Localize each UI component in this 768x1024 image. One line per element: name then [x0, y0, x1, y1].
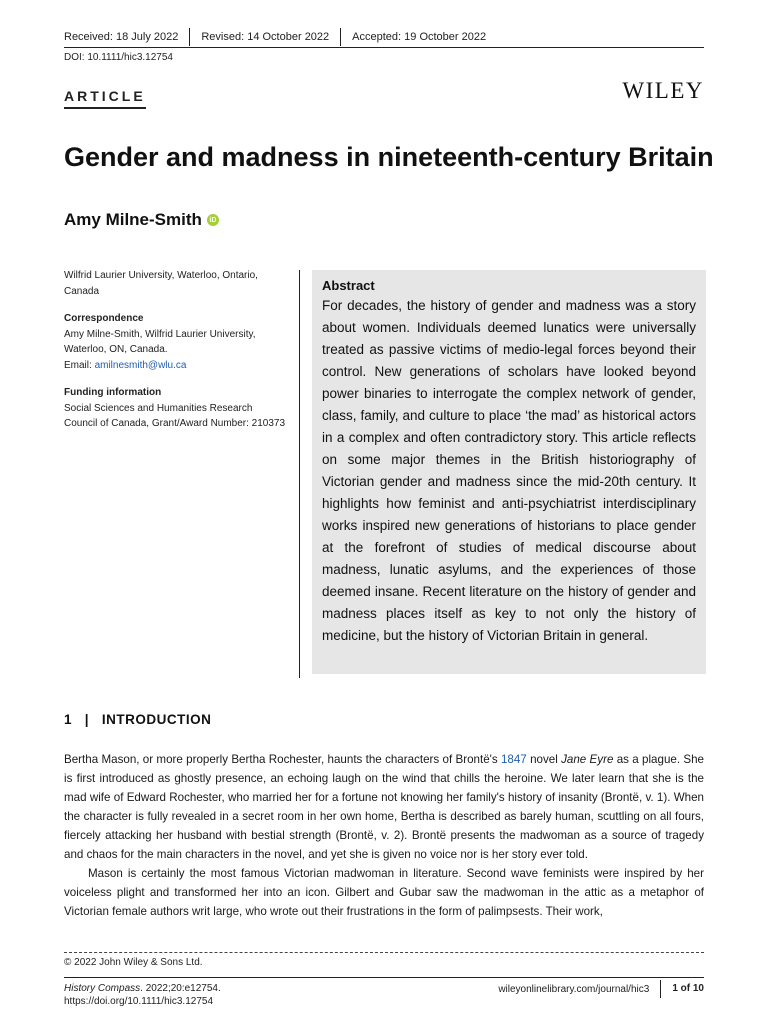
footnote-divider	[64, 952, 704, 953]
p1-text-c: as a plague. She is first introduced as ghostly presence, an echoing laugh on the wind that chills the heroine. We later learn that she is the mad wife of Edward Rochester, who married her for a fortune not knowing her family's history of insanity (Brontë, v. 1). When the character is fully revealed in a secret room in her own home, Bertha is described as barely human, scuttling on all fours, fiercely attacking her husband with bestial strength (Brontë, v. 2). Brontë presents the madwoman as a source of tragedy and chaos for the main characters in the novel, and yet she is given no voice nor is her story ever told.	[64, 753, 704, 861]
page-number: 1 of 10	[660, 980, 704, 998]
author-name[interactable]: Amy Milne-Smith	[64, 210, 202, 229]
doi[interactable]: DOI: 10.1111/hic3.12754	[64, 52, 173, 63]
section-title: INTRODUCTION	[101, 712, 212, 727]
affiliation: Wilfrid Laurier University, Waterloo, Ontario, Canada	[64, 270, 258, 297]
author-info-sidebar	[64, 268, 286, 444]
funding-heading: Funding information	[64, 387, 162, 398]
correspondence-text: Amy Milne-Smith, Wilfrid Laurier University, Waterloo, ON, Canada.	[64, 328, 256, 355]
section-separator: |	[84, 712, 90, 727]
journal-site[interactable]: wileyonlinelibrary.com/journal/hic3	[498, 983, 650, 995]
footer-divider	[64, 977, 704, 978]
section-number: 1	[64, 712, 73, 727]
funding-block	[64, 385, 286, 432]
funding-text: Social Sciences and Humanities Research Council of Canada, Grant/Award Number: 210373	[64, 402, 286, 429]
header-divider	[64, 47, 704, 48]
abstract-text: For decades, the history of gender and madness was a story about women. Individuals deemed lunatics were universally treated as passive victims of medio-legal forces beyond their control. New generations of scholars have looked beyond power binaries to interrogate the complex network of gender, class, family, and culture to place ‘the mad’ as historical actors in a complex and often contradictory story. This article reflects on some major themes in the British historiography of Victorian gender and madness since the mid-20th century. It highlights how feminist and anti-psychiatrist interdisciplinary works inspired new generations of historians to place gender at the forefront of studies of medical discourse about madness, lunatic asylums, and the experiences of those deemed insane. Recent literature on the history of gender and madness places itself as key to not only the history of medicine, but the history of Victorian Britain in general.	[322, 298, 696, 643]
citation-details: . 2022;20:e12754.	[140, 983, 221, 994]
journal-name: History Compass	[64, 983, 141, 994]
abstract-heading: Abstract	[322, 278, 375, 293]
p1-text-a: Bertha Mason, or more properly Bertha Rochester, haunts the characters of Brontë's	[64, 753, 501, 766]
abstract-box	[312, 270, 706, 674]
novel-title: Jane Eyre	[561, 753, 614, 766]
section-heading	[64, 712, 211, 727]
paragraph-2: Mason is certainly the most famous Victorian madwoman in literature. Second wave feminists were inspired by her voiceless plight and transformed her into an icon. Gilbert and Gubar saw the madwoman in the attic as a metaphor of Victorian female authors writ large, who wrote out their frustrations in the form of palimpsests. Their work,	[64, 867, 704, 918]
correspondence-heading: Correspondence	[64, 313, 144, 324]
orcid-icon[interactable]: iD	[207, 214, 219, 226]
publication-dates	[64, 28, 704, 46]
article-title: Gender and madness in nineteenth-century Britain	[64, 142, 714, 172]
footer-right	[498, 980, 704, 998]
paragraph-1	[64, 750, 704, 864]
email-link[interactable]: amilnesmith@wlu.ca	[94, 359, 187, 371]
sidebar-divider	[299, 270, 300, 678]
email-label: Email:	[64, 359, 95, 371]
copyright-notice: © 2022 John Wiley & Sons Ltd.	[64, 957, 203, 968]
publisher-logo: WILEY	[622, 78, 704, 103]
citation-link-1847[interactable]: 1847	[500, 753, 527, 766]
received-date: Received: 18 July 2022	[64, 31, 179, 43]
p1-text-b: novel	[526, 753, 562, 766]
revised-date: Revised: 14 October 2022	[189, 28, 340, 46]
correspondence-block	[64, 311, 286, 373]
footer-citation	[64, 982, 221, 1008]
doi-url[interactable]: https://doi.org/10.1111/hic3.12754	[64, 996, 213, 1007]
article-type-label: ARTICLE	[64, 88, 146, 109]
body-text	[64, 750, 704, 921]
author-line	[64, 210, 219, 230]
accepted-date: Accepted: 19 October 2022	[340, 28, 497, 46]
